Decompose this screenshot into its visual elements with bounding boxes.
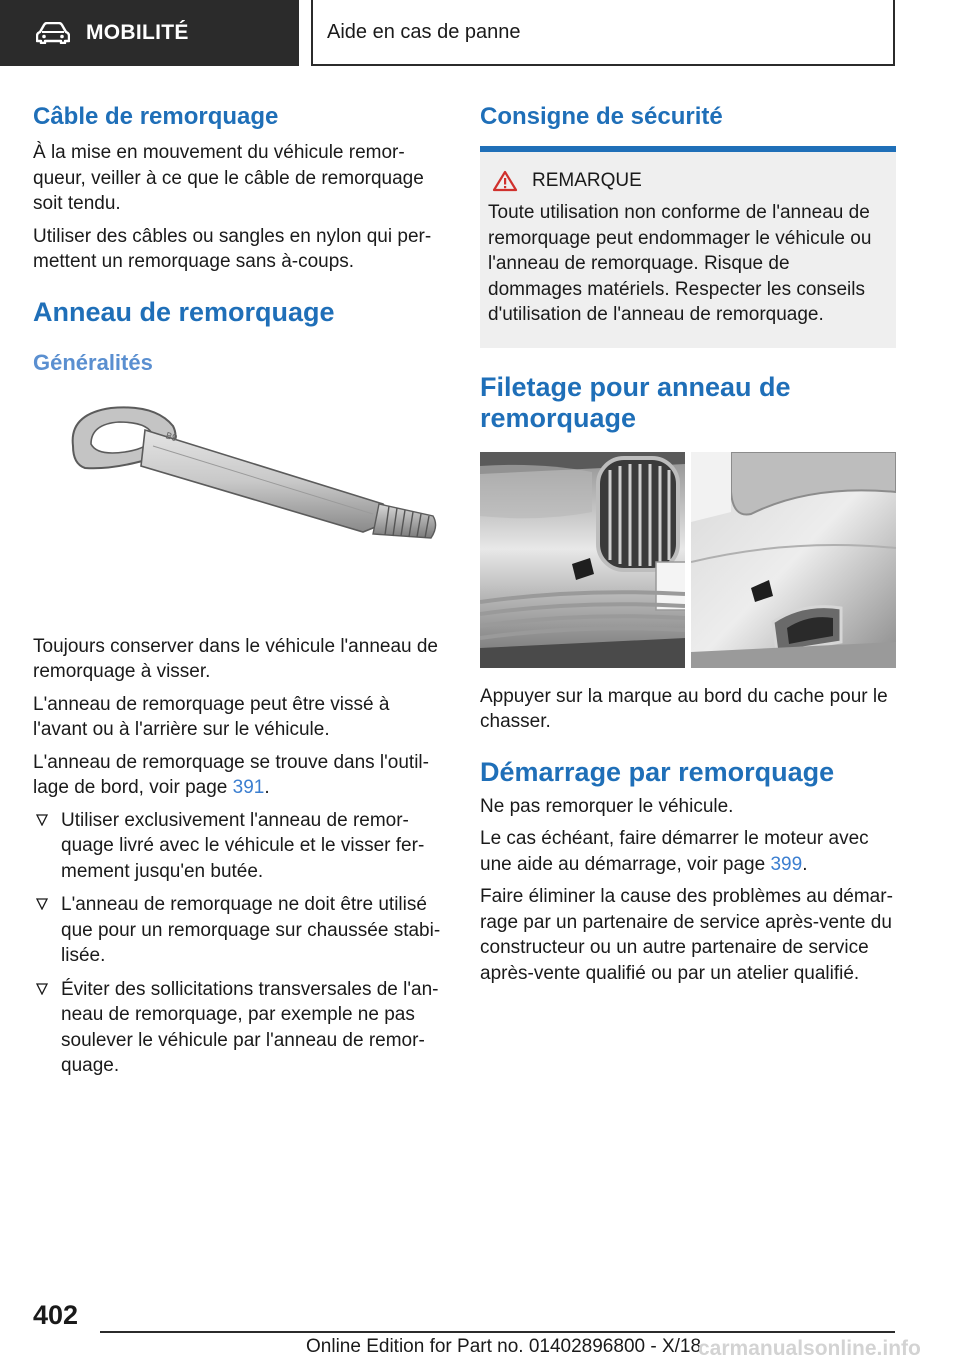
towing-eye-illustration xyxy=(33,386,449,614)
cable-paragraph-1: À la mise en mouvement du véhicule remor-queur, veiller à ce que le câble de remorquage soit tendu. xyxy=(33,142,424,214)
consigne-heading: Consigne de sécurité xyxy=(480,103,723,130)
thread xyxy=(373,504,436,538)
warning-box xyxy=(480,146,896,348)
chapter-header xyxy=(311,0,895,66)
filetage-paragraph: Appuyer sur la marque au bord du cache pour le chasser. xyxy=(480,685,888,732)
triangle-bullet-icon xyxy=(36,814,48,826)
page-ref-391[interactable]: 391 xyxy=(232,777,265,798)
front-bumper-image xyxy=(480,452,685,668)
section-title: MOBILITÉ xyxy=(86,21,189,44)
triangle-bullet-icon xyxy=(36,898,48,910)
svg-text:B9: B9 xyxy=(164,430,179,444)
car-icon xyxy=(36,22,70,44)
list-item: Utiliser exclusivement l'anneau de remor-quage livré avec le véhicule et le visser fer-mement jusqu'en butée. xyxy=(33,808,449,885)
edition-text: Online Edition for Part no. 01402896800 - X/18 xyxy=(306,1336,702,1357)
section-tab xyxy=(0,0,299,66)
list-item: L'anneau de remorquage ne doit être utilisé que pour un remorquage sur chaussée stabi-lisée. xyxy=(33,892,449,969)
triangle-bullet-icon xyxy=(36,983,48,995)
page-ref-399[interactable]: 399 xyxy=(770,853,803,875)
cable-paragraph-2: Utiliser des câbles ou sangles en nylon qui per-mettent un remorquage sans à-coups. xyxy=(33,225,432,272)
general-paragraph-1: Toujours conserver dans le véhicule l'anneau de remorquage à visser. xyxy=(33,635,438,682)
warning-label: REMARQUE xyxy=(532,170,642,191)
warning-text: Toute utilisation non conforme de l'anneau de remorquage peut endommager le véhicule ou l'anneau de remorquage. Risque de dommages matériels. Respecter les conseils d'utilisation de l'anneau de remorquage. xyxy=(488,202,872,325)
instruction-list xyxy=(33,808,449,1079)
general-paragraph-2: L'anneau de remorquage peut être vissé à l'avant ou à l'arrière sur le véhicule. xyxy=(33,693,390,740)
bumper-illustrations xyxy=(480,452,896,668)
anneau-heading: Anneau de remorquage xyxy=(33,296,335,327)
warning-header xyxy=(488,170,886,192)
demarrage-paragraph-2: Le cas échéant, faire démarrer le moteur avec une aide au démarrage, voir page 399. xyxy=(480,828,869,875)
filetage-heading: Filetage pour anneau de remorquage xyxy=(480,371,791,433)
demarrage-paragraph-3: Faire éliminer la cause des problèmes au démar-rage par un partenaire de service après-vente du constructeur ou un autre partenaire de service après-vente qualifié ou par un atelier qualifié. xyxy=(480,886,893,984)
demarrage-heading: Démarrage par remorquage xyxy=(480,756,835,787)
chapter-title: Aide en cas de panne xyxy=(327,20,521,43)
footer-divider xyxy=(100,1331,895,1333)
generalites-heading: Généralités xyxy=(33,349,153,375)
rear-bumper-image xyxy=(691,452,896,668)
demarrage-paragraph-1: Ne pas remorquer le véhicule. xyxy=(480,795,734,817)
cable-heading: Câble de remorquage xyxy=(33,103,279,130)
left-column xyxy=(33,100,449,1087)
page-number: 402 xyxy=(33,1300,79,1330)
warning-triangle-icon xyxy=(492,170,518,192)
right-column xyxy=(480,100,896,993)
list-item: Éviter des sollicitations transversales de l'an-neau de remorquage, par exemple ne pas soulever le véhicule par l'anneau de remor-quage. xyxy=(33,977,449,1079)
general-paragraph-3: L'anneau de remorquage se trouve dans l'outil-lage de bord, voir page 391. xyxy=(33,751,429,798)
watermark: carmanualsonline.info xyxy=(698,1337,921,1360)
